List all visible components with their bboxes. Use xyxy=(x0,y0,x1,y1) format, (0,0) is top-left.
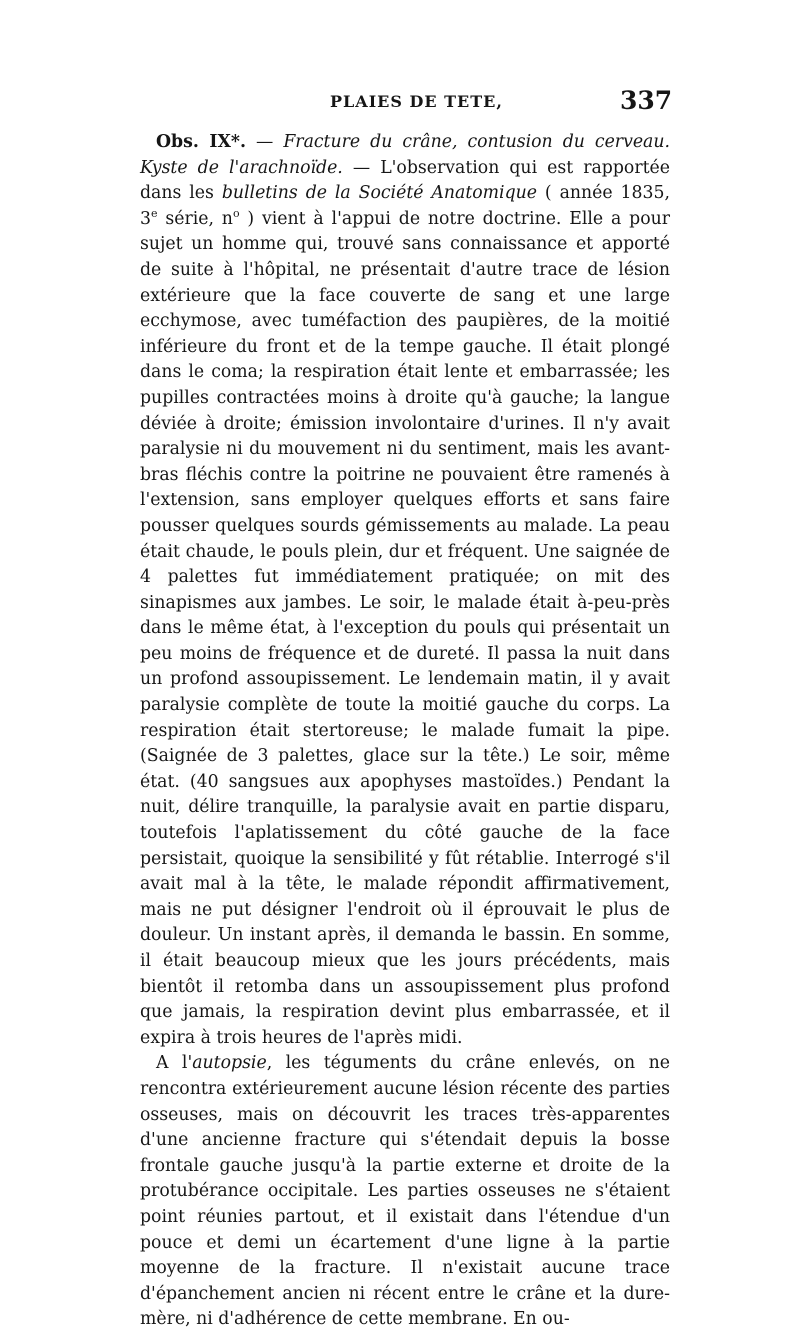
observation-paragraph xyxy=(140,130,670,1051)
observation-narrative: ) vient à l'appui de notre doctrine. Elle a pour sujet un homme qui, trouvé sans connaissance et apporté de suite à l'hôpital, ne présentait d'autre trace de lésion extérieure que la face couverte de sang et une large ecchymose, avec tuméfaction des paupières, de la moitié inférieure du front et de la tempe gauche. Il était plongé dans le coma; la respiration était lente et embarrassée; les pupilles contractées moins à droite qu'à gauche; la langue déviée à droite; émission involontaire d'urines. Il n'y avait paralysie ni du mouvement ni du sentiment, mais les avant-bras fléchis contre la poitrine ne pouvaient être ramenés à l'extension, sans employer quelques efforts et sans faire pousser quelques sourds gémissements au malade. La peau était chaude, le pouls plein, dur et fréquent. Une saignée de 4 palettes fut immédiatement pratiquée; on mit des sinapismes aux jambes. Le soir, le malade était à-peu-près dans le même état, à l'exception du pouls qui présentait un peu moins de fréquence et de dureté. Il passa la nuit dans un profond assoupissement. Le lendemain matin, il y avait paralysie complète de toute la moitié gauche du corps. La respiration était stertoreuse; le malade fumait la pipe. (Saignée de 3 palettes, glace sur la tête.) Le soir, même état. (40 sangsues aux apophyses mastoïdes.) Pendant la nuit, délire tranquille, la paralysie avait en partie disparu, toutefois l'aplatissement du côté gauche de la face persistait, quoique la sensibilité y fût rétablie. Interrogé s'il avait mal à la tête, le malade répondit affirmativement, mais ne put désigner l'endroit où il éprouvait le plus de douleur. Un instant après, il demanda le bassin. En somme, il était beaucoup mieux que les jours précédents, mais bientôt il retomba dans un assoupissement plus profond que jamais, la respiration devint plus embarrassée, et il expira à trois heures de l'après midi. xyxy=(140,208,670,1048)
autopsy-body: , les téguments du crâne enlevés, on ne rencontra extérieurement aucune lésion récente des parties osseuses, mais on découvrit les traces très-apparentes d'une ancienne fracture qui s'étendait depuis la bosse frontale gauche jusqu'à la partie externe et droite de la protubérance occipitale. Les parties osseuses ne s'étaient point réunies partout, et il existait dans l'étendue d'un pouce et demi un écartement d'une ligne à la partie moyenne de la fracture. Il n'existait aucune trace d'épanchement ancien ni récent entre le crâne et la dure-mère, ni d'adhérence de cette membrane. En ou- xyxy=(140,1053,670,1330)
autopsy-term: autopsie xyxy=(192,1053,267,1074)
observation-intro-b: ( année 1835, 3 xyxy=(140,183,670,229)
serie-superscript: e xyxy=(151,207,158,221)
bulletin-reference: bulletins de la Société Anatomique xyxy=(221,183,537,204)
observation-intro-c: série, n xyxy=(157,208,233,229)
running-head: PLAIES DE TETE, xyxy=(330,92,503,111)
observation-label: Obs. IX*. xyxy=(156,132,246,152)
observation-title: Fracture du crâne, contusion du cerveau. Kyste de l'arachnoïde. xyxy=(140,132,670,178)
body-text xyxy=(140,130,670,1333)
autopsy-lead: A l' xyxy=(156,1053,193,1074)
observation-dash: — xyxy=(245,132,284,152)
autopsy-paragraph xyxy=(140,1051,670,1333)
number-superscript: o xyxy=(232,207,240,221)
observation-intro-a: — L'observation qui est rapportée dans les xyxy=(140,157,670,204)
page-number: 337 xyxy=(620,86,673,115)
